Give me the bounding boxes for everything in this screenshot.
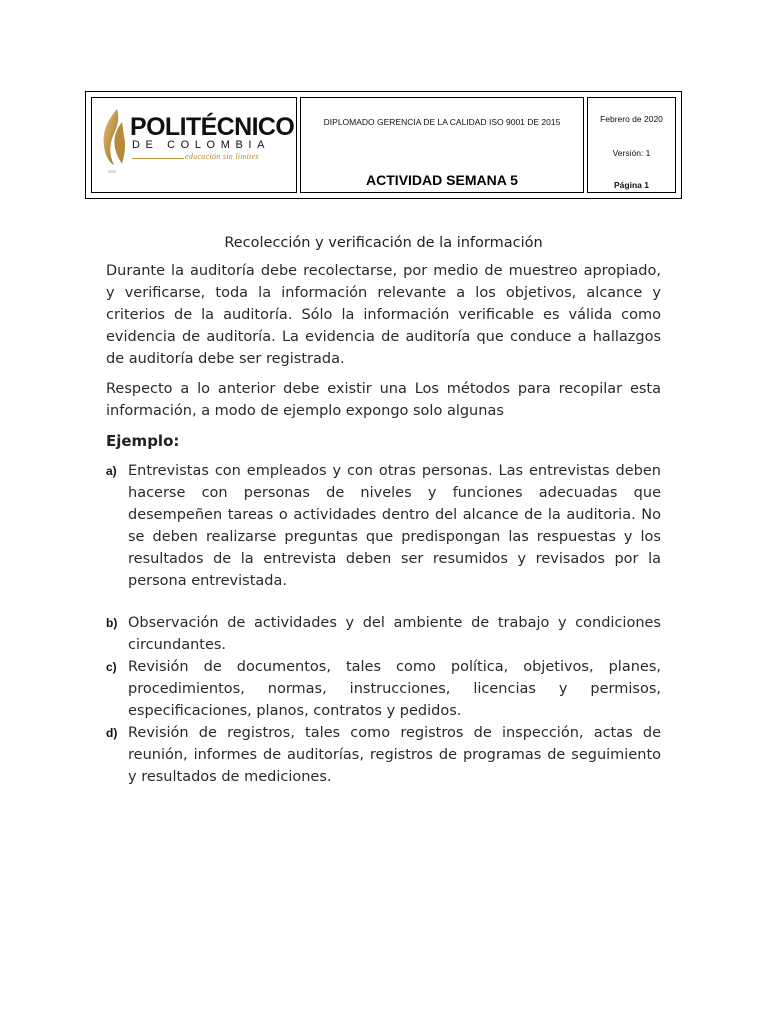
logo-tagline: educación sin límites	[185, 152, 259, 161]
document-version: Versión: 1	[612, 148, 651, 158]
list-item-text: Revisión de registros, tales como registros de inspección, actas de reunión, informes de auditorías, registros de programas de seguimiento y resultados de mediciones.	[128, 725, 661, 785]
paragraph: Durante la auditoría debe recolectarse, por medio de muestreo apropiado, y verificarse, toda la información relevante a los objetivos, alcance y criterios de la auditoría. Sólo la información verificable es válida como evidencia de auditoría. La evidencia de auditoría que conduce a hallazgos de auditoría debe ser registrada.	[106, 263, 661, 367]
document-date: Febrero de 2020	[600, 114, 663, 124]
page-number: Página 1	[614, 180, 649, 190]
logo-cell	[91, 97, 297, 193]
logo-divider	[132, 158, 184, 159]
logo-name: POLITÉCNICO	[130, 113, 295, 141]
list-item	[106, 656, 661, 722]
list-marker: b)	[106, 616, 118, 630]
paragraph: Respecto a lo anterior debe existir una Los métodos para recopilar esta información, a modo de ejemplo expongo solo algunas	[106, 381, 661, 419]
logo-reflection	[108, 170, 116, 173]
document-body	[106, 232, 661, 788]
list-item	[106, 612, 661, 656]
document-header	[85, 91, 682, 199]
list-marker: a)	[106, 464, 117, 478]
document-title: Recolección y verificación de la información	[224, 235, 543, 251]
list-item-text: Entrevistas con empleados y con otras personas. Las entrevistas deben hacerse con personas de niveles y funciones adecuadas que desempeñen tareas o actividades dentro del alcance de la auditoria. No se deben realizarse preguntas que predispongan las respuestas y los resultados de la entrevista deben ser resumidos y revisados por la persona entrevistada.	[128, 463, 661, 589]
list-marker: c)	[106, 660, 117, 674]
activity-title: ACTIVIDAD SEMANA 5	[366, 172, 518, 188]
example-heading: Ejemplo:	[106, 432, 180, 450]
course-cell	[300, 97, 584, 193]
meta-cell	[587, 97, 676, 193]
list-item	[106, 460, 661, 592]
course-name: DIPLOMADO GERENCIA DE LA CALIDAD ISO 9001 DE 2015	[323, 117, 561, 127]
list-item-text: Observación de actividades y del ambiente de trabajo y condiciones circundantes.	[128, 615, 661, 653]
list-item	[106, 722, 661, 788]
logo-subtitle: DE COLOMBIA	[132, 139, 271, 151]
list-marker: d)	[106, 726, 118, 740]
flame-logo-icon	[100, 108, 126, 166]
list-item-text: Revisión de documentos, tales como política, objetivos, planes, procedimientos, normas, instrucciones, licencias y permisos, especificaciones, planos, contratos y pedidos.	[128, 659, 661, 719]
